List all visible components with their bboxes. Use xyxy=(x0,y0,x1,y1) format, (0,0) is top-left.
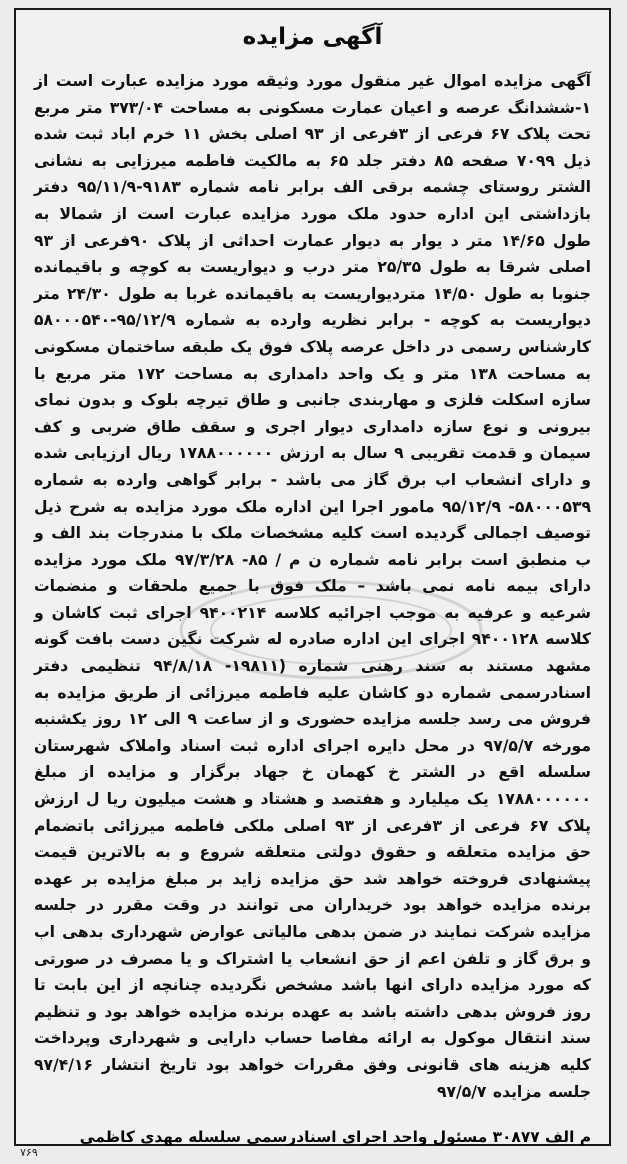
notice-title: آگهی مزایده xyxy=(242,24,383,50)
page-number: ۷۶۹ xyxy=(20,1146,38,1159)
notice-frame xyxy=(14,8,611,1146)
notice-footer: م الف ۳۰۸۷۷ مسئول واحد اجرای اسنادرسمی سلسله مهدی کاظمی xyxy=(79,1128,591,1146)
notice-body: آگهی مزایده اموال غیر منقول مورد وثیقه مورد مزایده عبارت است از ۱-ششدانگ عرصه و اعیان عمارت مسکونی به مساحت ۳۷۳/۰۴ متر مربع تحت پلاک ۶۷ فرعی از ۳فرعی از ۹۳ اصلی بخش ۱۱ خرم اباد ثبت شده ذیل ۷۰۹۹ صفحه ۸۵ دفتر جلد ۶۵ به مالکیت فاطمه میرزایی به نشانی الشتر روستای چشمه برقی الف برابر نامه شماره ۹۱۸۳-۹۵/۱۱/۹ دفتر بازداشتی این اداره حدود ملک مورد مزایده عبارت است از شمالا به طول ۱۴/۶۵ متر د یوار به دیوار عمارت احداثی از پلاک ۹۰فرعی از ۹۳ اصلی شرقا به طول ۲۵/۳۵ متر درب و دیواریست به کوچه و باقیمانده جنوبا به طول ۱۴/۵۰ متردیواریست به باقیمانده غربا به طول ۲۴/۳۰ متر دیواریست به کوچه - برابر نظریه وارده به شماره ۹۵/۱۲/۹-۵۸۰۰۰۵۴۰ کارشناس رسمی در داخل عرصه پلاک فوق یک طبقه ساختمان مسکونی به مساحت ۱۳۸ متر و یک واحد دامداری به مساحت ۱۷۲ متر مربع با سازه اسکلت فلزی و مهاربندی جانبی و طاق تیرچه بلوک و بدون نمای بیرونی و نوع سازه دامداری دیوار اجری و سقف طاق ضربی و کف سیمان و قدمت تقریبی ۹ سال به ارزش ۱۷۸۸۰۰۰۰۰۰ ریال ارزیابی شده و دارای انشعاب اب برق گاز می باشد - برابر گواهی وارده به شماره ۵۸۰۰۰۵۳۹- ۹۵/۱۲/۹ مامور اجرا این اداره ملک مورد مزایده به شرح ذیل توصیف اجمالی گردیده است کلیه مشخصات ملک با مندرجات بند الف و ب منطبق است برابر نامه شماره ن م / ۸۵- ۹۷/۳/۲۸ ملک مورد مزایده دارای بیمه نامه نمی باشد – ملک فوق با جمیع ملحقات و منضمات شرعیه و عرفیه به موجب اجرائیه کلاسه ۹۴۰۰۲۱۴ اجرای ثبت کاشان و کلاسه ۹۴۰۰۱۲۸ اجرای این اداره صادره له شرکت نگین دست بافت گونه مشهد مستند به سند رهنی شماره (۱۹۸۱۱- ۹۴/۸/۱۸ تنظیمی دفتر اسنادرسمی شماره دو کاشان علیه فاطمه میرزائی از طریق مزایده به فروش می رسد جلسه مزایده حضوری و از ساعت ۹ الی ۱۲ روز یکشنبه مورخه ۹۷/۵/۷ در محل دایره اجرای اداره ثبت اسناد واملاک شهرستان سلسله اقع در الشتر خ کهمان خ جهاد برگزار و مزایده از مبلغ ۱۷۸۸۰۰۰۰۰۰ یک میلیارد و هفتصد و هشتاد و هشت میلیون ریا ل ارزش پلاک ۶۷ فرعی از ۳فرعی از ۹۳ اصلی ملکی فاطمه میرزائی باتضمام حق مزایده متعلقه و حقوق دولتی متعلقه شروع و به بالاترین قیمت پیشنهادی فروخته خواهد شد حق مزایده زاید بر مبلغ مزایده بر عهده برنده مزایده خواهد بود خریداران می توانند در وقت مقرر در جلسه مزایده شرکت نمایند در ضمن بدهی مالیاتی عوارض شهرداری بدهی اب و برق گاز و تلفن اعم از حق انشعاب یا اشتراک و یا مصرف در صورتی که مورد مزایده دارای انها باشد مشخص نگردیده چنانچه از این بابت تا روز فروش بدهی داشته باشد به عهده برنده مزایده خواهد بود و تنظیم سند انتقال موکول به ارائه مفاصا حساب دارایی و شهرداری وپرداخت کلیه هزینه های قانونی وفق مقررات خواهد بود تاریخ انتشار ۹۷/۴/۱۶ جلسه مزایده ۹۷/۵/۷ xyxy=(34,72,592,1101)
